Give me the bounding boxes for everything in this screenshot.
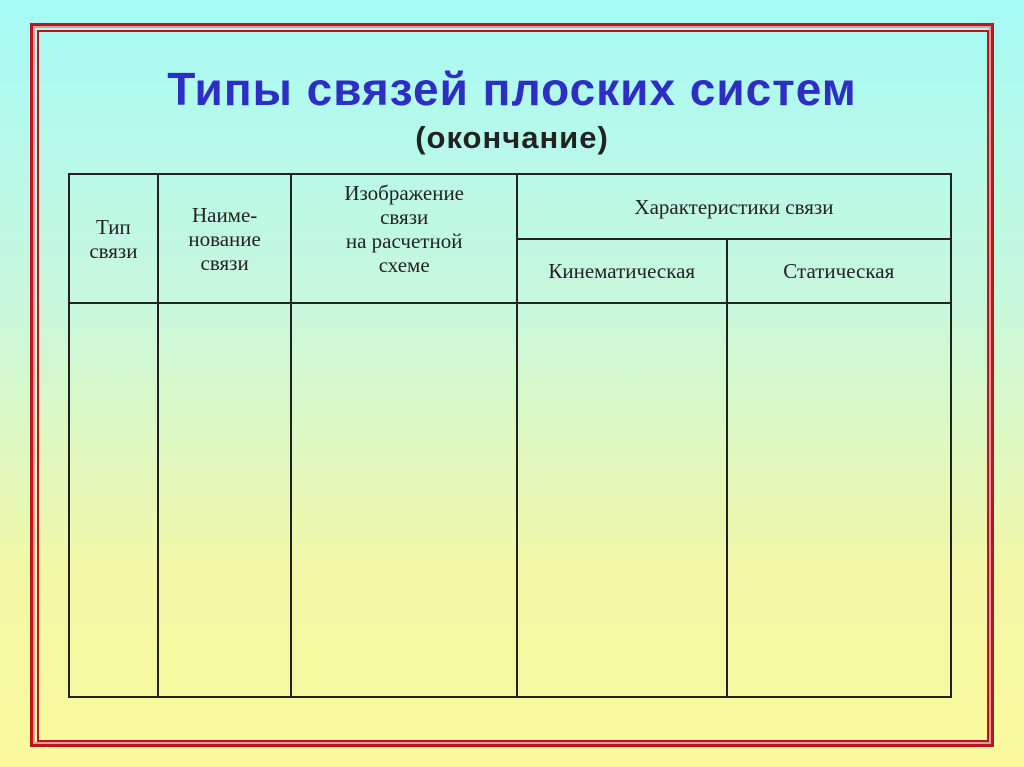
header-image: Изображение связи на расчетной схеме [291, 174, 516, 303]
slide-title: Типы связей плоских систем [167, 63, 857, 115]
cell-type [69, 303, 158, 697]
table-row [69, 303, 951, 697]
cell-static [727, 303, 951, 697]
cell-image [291, 303, 516, 697]
header-static: Статическая [727, 239, 951, 303]
connections-table [68, 173, 952, 698]
header-characteristics: Характеристики связи [517, 174, 951, 239]
slide-subtitle: (окончание) [415, 120, 609, 155]
header-kinematic: Кинематическая [517, 239, 727, 303]
cell-name [158, 303, 292, 697]
header-type: Тип связи [69, 174, 158, 303]
cell-kinematic [517, 303, 727, 697]
header-name: Наиме- нование связи [158, 174, 292, 303]
